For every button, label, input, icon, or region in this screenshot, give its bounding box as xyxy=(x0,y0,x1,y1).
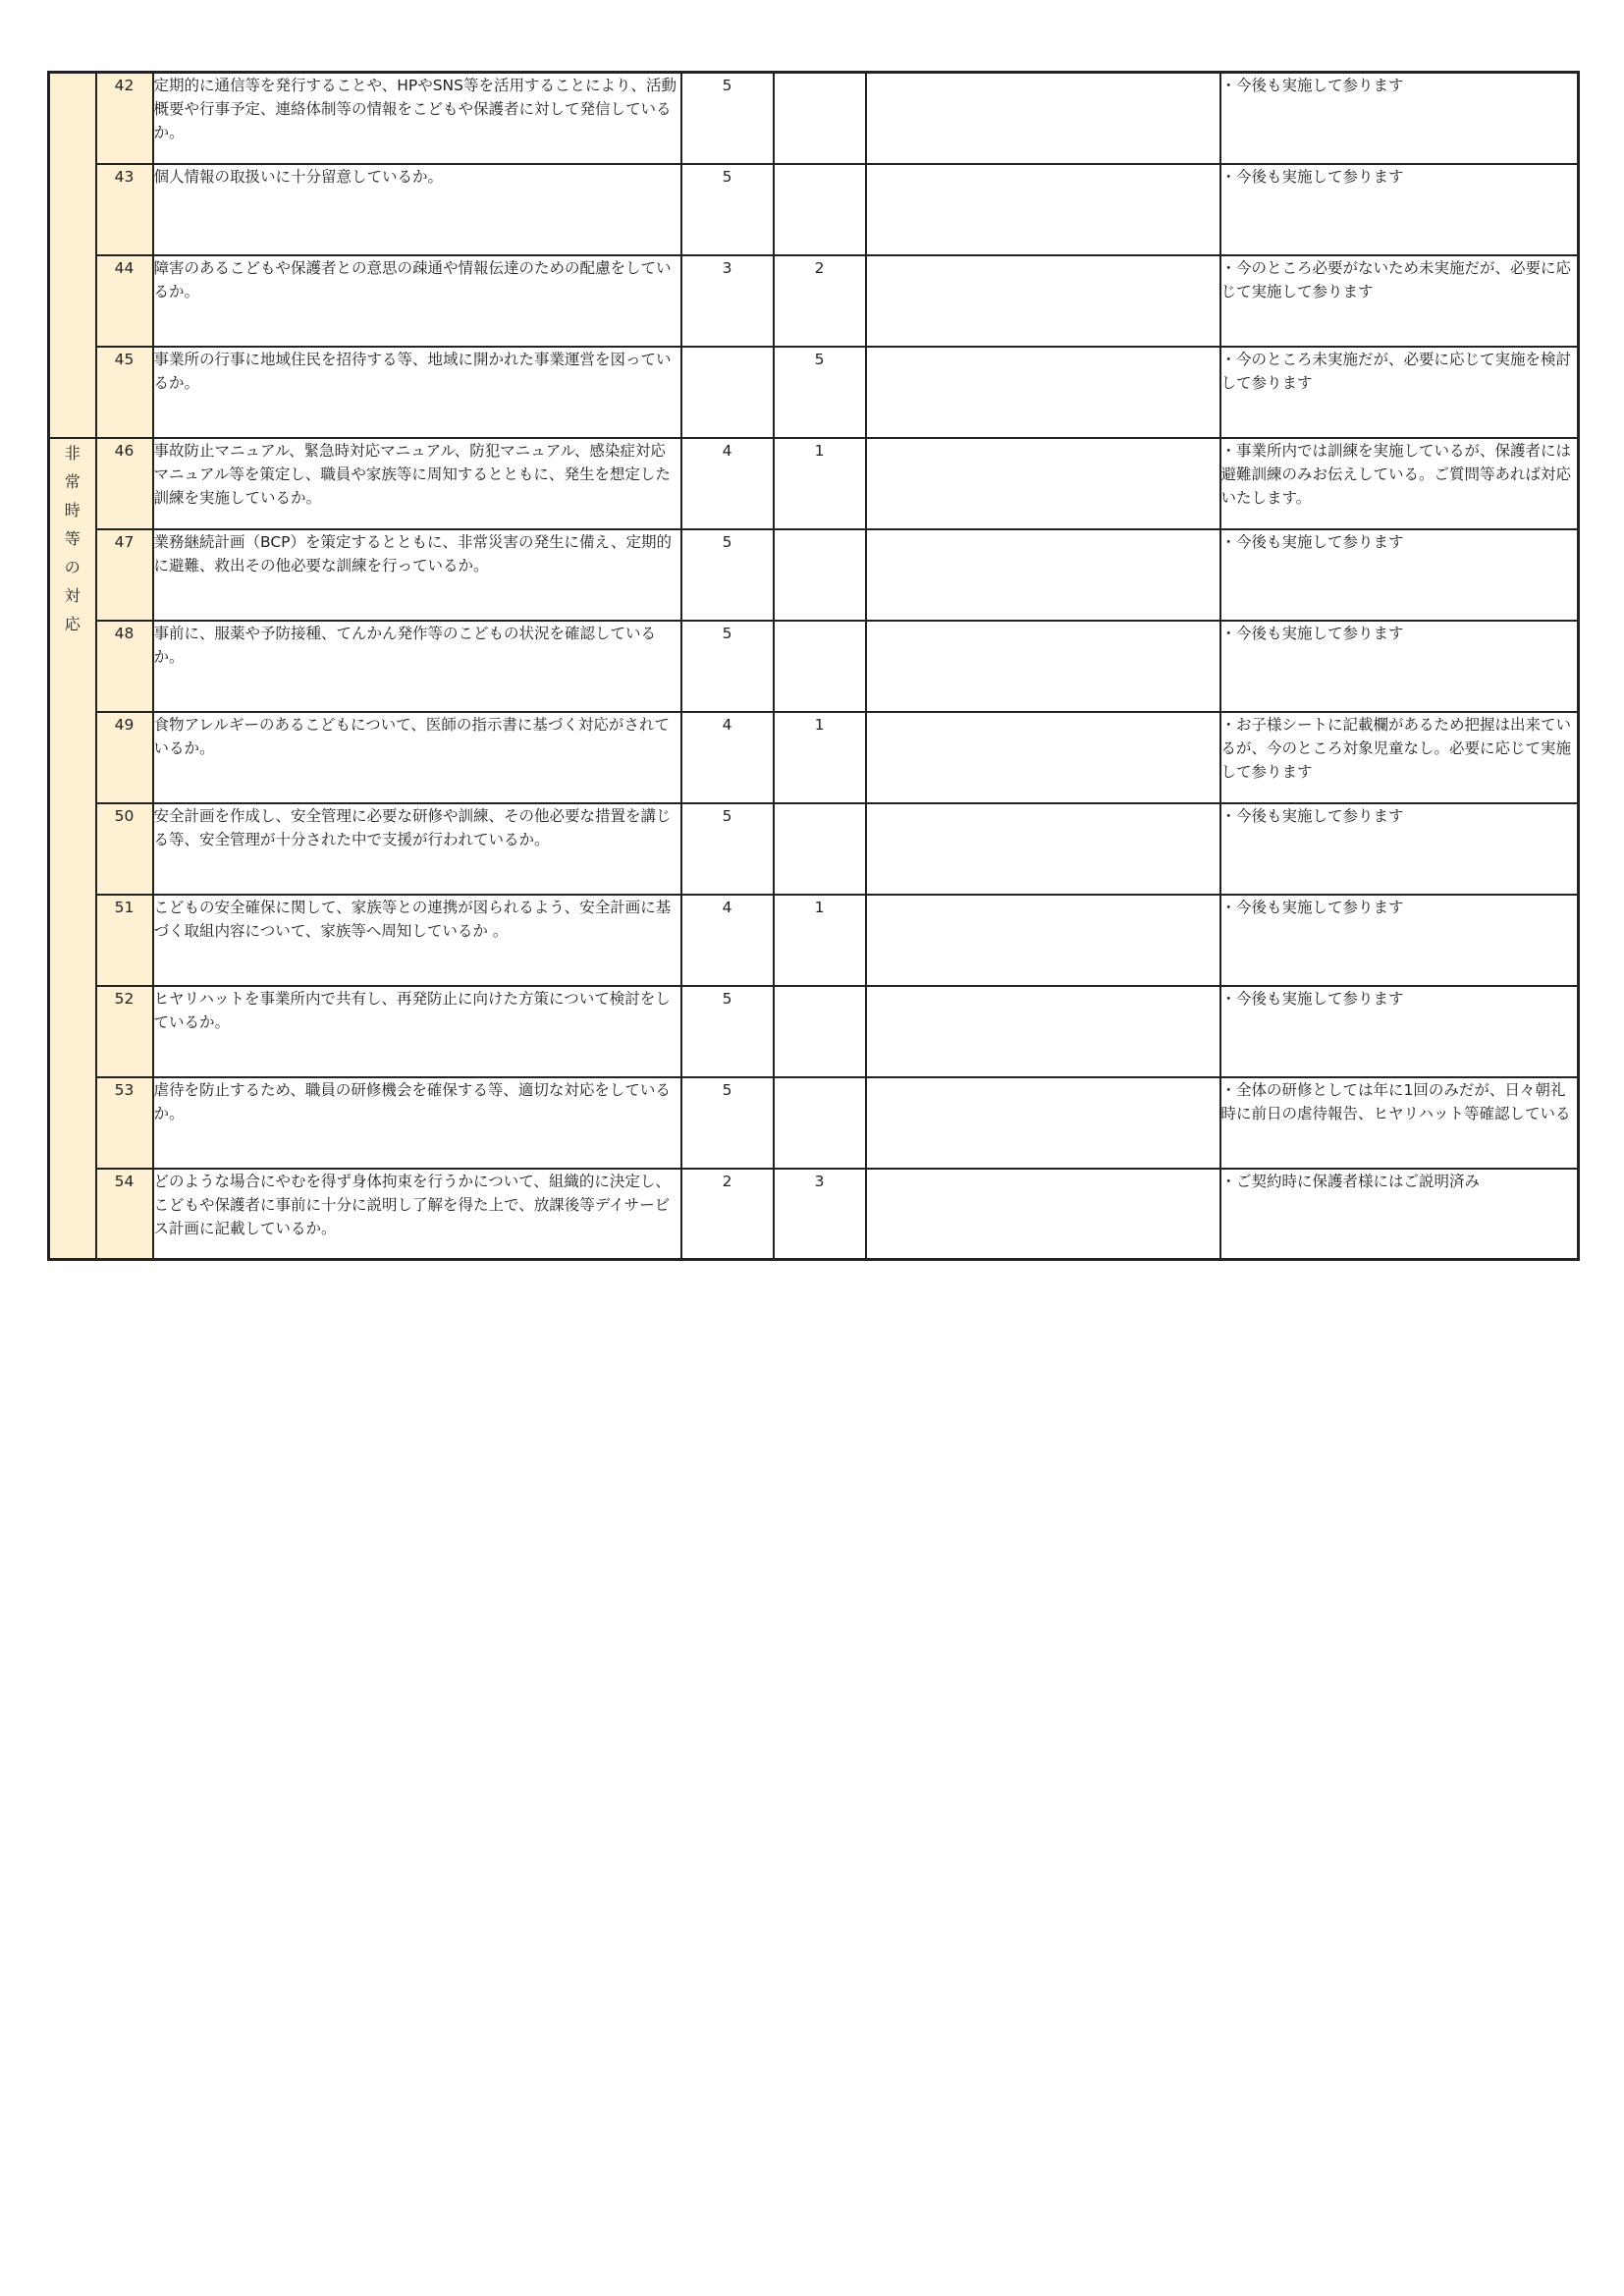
item-number: 44 xyxy=(96,255,153,347)
item-number: 42 xyxy=(96,73,153,164)
question-text: 事業所の行事に地域住民を招待する等、地域に開かれた事業運営を図っているか。 xyxy=(153,347,681,438)
yes-count: 5 xyxy=(681,803,774,895)
no-count: 3 xyxy=(774,1169,866,1260)
category-label-emergency: 非常時等の対応 xyxy=(64,443,81,633)
comment-text: ・今後も実施して参ります xyxy=(1220,803,1579,895)
comment-text: ・今後も実施して参ります xyxy=(1220,621,1579,712)
improvement-cell xyxy=(866,255,1220,347)
improvement-cell xyxy=(866,803,1220,895)
table-row xyxy=(49,255,1579,347)
item-number: 53 xyxy=(96,1077,153,1169)
yes-count: 5 xyxy=(681,73,774,164)
evaluation-table xyxy=(47,71,1580,1261)
question-text: 安全計画を作成し、安全管理に必要な研修や訓練、その他必要な措置を講じる等、安全管理が十分された中で支援が行われているか。 xyxy=(153,803,681,895)
comment-text: ・ご契約時に保護者様にはご説明済み xyxy=(1220,1169,1579,1260)
yes-count: 5 xyxy=(681,529,774,621)
question-text: 事故防止マニュアル、緊急時対応マニュアル、防犯マニュアル、感染症対応マニュアル等を策定し、職員や家族等に周知するとともに、発生を想定した訓練を実施しているか。 xyxy=(153,438,681,529)
table-row xyxy=(49,164,1579,255)
question-text: どのような場合にやむを得ず身体拘束を行うかについて、組織的に決定し、こどもや保護者に事前に十分に説明し了解を得た上で、放課後等デイサービス計画に記載しているか。 xyxy=(153,1169,681,1260)
yes-count: 5 xyxy=(681,621,774,712)
question-text: 定期的に通信等を発行することや、HPやSNS等を活用することにより、活動概要や行事予定、連絡体制等の情報をこどもや保護者に対して発信しているか。 xyxy=(153,73,681,164)
category-cell-emergency xyxy=(49,438,96,1260)
improvement-cell xyxy=(866,164,1220,255)
comment-text: ・お子様シートに記載欄があるため把握は出来ているが、今のところ対象児童なし。必要に応じて実施して参ります xyxy=(1220,712,1579,803)
item-number: 52 xyxy=(96,986,153,1077)
no-count: 1 xyxy=(774,712,866,803)
no-count: 1 xyxy=(774,895,866,986)
comment-text: ・事業所内では訓練を実施しているが、保護者には避難訓練のみお伝えしている。ご質問等あれば対応いたします。 xyxy=(1220,438,1579,529)
item-number: 43 xyxy=(96,164,153,255)
item-number: 45 xyxy=(96,347,153,438)
table-body xyxy=(49,73,1579,1260)
question-text: 個人情報の取扱いに十分留意しているか。 xyxy=(153,164,681,255)
no-count xyxy=(774,1077,866,1169)
yes-count xyxy=(681,347,774,438)
improvement-cell xyxy=(866,1169,1220,1260)
table-row xyxy=(49,803,1579,895)
table-row xyxy=(49,1169,1579,1260)
yes-count: 2 xyxy=(681,1169,774,1260)
comment-text: ・今後も実施して参ります xyxy=(1220,895,1579,986)
yes-count: 5 xyxy=(681,986,774,1077)
improvement-cell xyxy=(866,895,1220,986)
question-text: こどもの安全確保に関して、家族等との連携が図られるよう、安全計画に基づく取組内容について、家族等へ周知しているか 。 xyxy=(153,895,681,986)
item-number: 46 xyxy=(96,438,153,529)
no-count xyxy=(774,803,866,895)
improvement-cell xyxy=(866,986,1220,1077)
yes-count: 4 xyxy=(681,895,774,986)
category-cell-prev xyxy=(49,73,96,438)
improvement-cell xyxy=(866,712,1220,803)
yes-count: 4 xyxy=(681,438,774,529)
yes-count: 5 xyxy=(681,164,774,255)
item-number: 51 xyxy=(96,895,153,986)
comment-text: ・今後も実施して参ります xyxy=(1220,73,1579,164)
comment-text: ・今後も実施して参ります xyxy=(1220,986,1579,1077)
improvement-cell xyxy=(866,621,1220,712)
item-number: 49 xyxy=(96,712,153,803)
question-text: 障害のあるこどもや保護者との意思の疎通や情報伝達のための配慮をしているか。 xyxy=(153,255,681,347)
improvement-cell xyxy=(866,1077,1220,1169)
item-number: 48 xyxy=(96,621,153,712)
no-count: 2 xyxy=(774,255,866,347)
question-text: ヒヤリハットを事業所内で共有し、再発防止に向けた方策について検討をしているか。 xyxy=(153,986,681,1077)
improvement-cell xyxy=(866,347,1220,438)
improvement-cell xyxy=(866,438,1220,529)
table-row xyxy=(49,986,1579,1077)
question-text: 業務継続計画（BCP）を策定するとともに、非常災害の発生に備え、定期的に避難、救出その他必要な訓練を行っているか。 xyxy=(153,529,681,621)
yes-count: 4 xyxy=(681,712,774,803)
no-count: 1 xyxy=(774,438,866,529)
question-text: 事前に、服薬や予防接種、てんかん発作等のこどもの状況を確認しているか。 xyxy=(153,621,681,712)
table-row xyxy=(49,529,1579,621)
comment-text: ・今後も実施して参ります xyxy=(1220,529,1579,621)
table-row xyxy=(49,347,1579,438)
table-row xyxy=(49,438,1579,529)
comment-text: ・今後も実施して参ります xyxy=(1220,164,1579,255)
no-count xyxy=(774,164,866,255)
no-count xyxy=(774,986,866,1077)
no-count: 5 xyxy=(774,347,866,438)
question-text: 食物アレルギーのあるこどもについて、医師の指示書に基づく対応がされているか。 xyxy=(153,712,681,803)
item-number: 47 xyxy=(96,529,153,621)
no-count xyxy=(774,621,866,712)
no-count xyxy=(774,73,866,164)
table-row xyxy=(49,621,1579,712)
table-row xyxy=(49,895,1579,986)
item-number: 50 xyxy=(96,803,153,895)
yes-count: 5 xyxy=(681,1077,774,1169)
yes-count: 3 xyxy=(681,255,774,347)
improvement-cell xyxy=(866,73,1220,164)
item-number: 54 xyxy=(96,1169,153,1260)
comment-text: ・今のところ未実施だが、必要に応じて実施を検討して参ります xyxy=(1220,347,1579,438)
table-row xyxy=(49,1077,1579,1169)
comment-text: ・全体の研修としては年に1回のみだが、日々朝礼時に前日の虐待報告、ヒヤリハット等確認している xyxy=(1220,1077,1579,1169)
improvement-cell xyxy=(866,529,1220,621)
no-count xyxy=(774,529,866,621)
table-row xyxy=(49,712,1579,803)
question-text: 虐待を防止するため、職員の研修機会を確保する等、適切な対応をしているか。 xyxy=(153,1077,681,1169)
comment-text: ・今のところ必要がないため未実施だが、必要に応じて実施して参ります xyxy=(1220,255,1579,347)
table-row xyxy=(49,73,1579,164)
